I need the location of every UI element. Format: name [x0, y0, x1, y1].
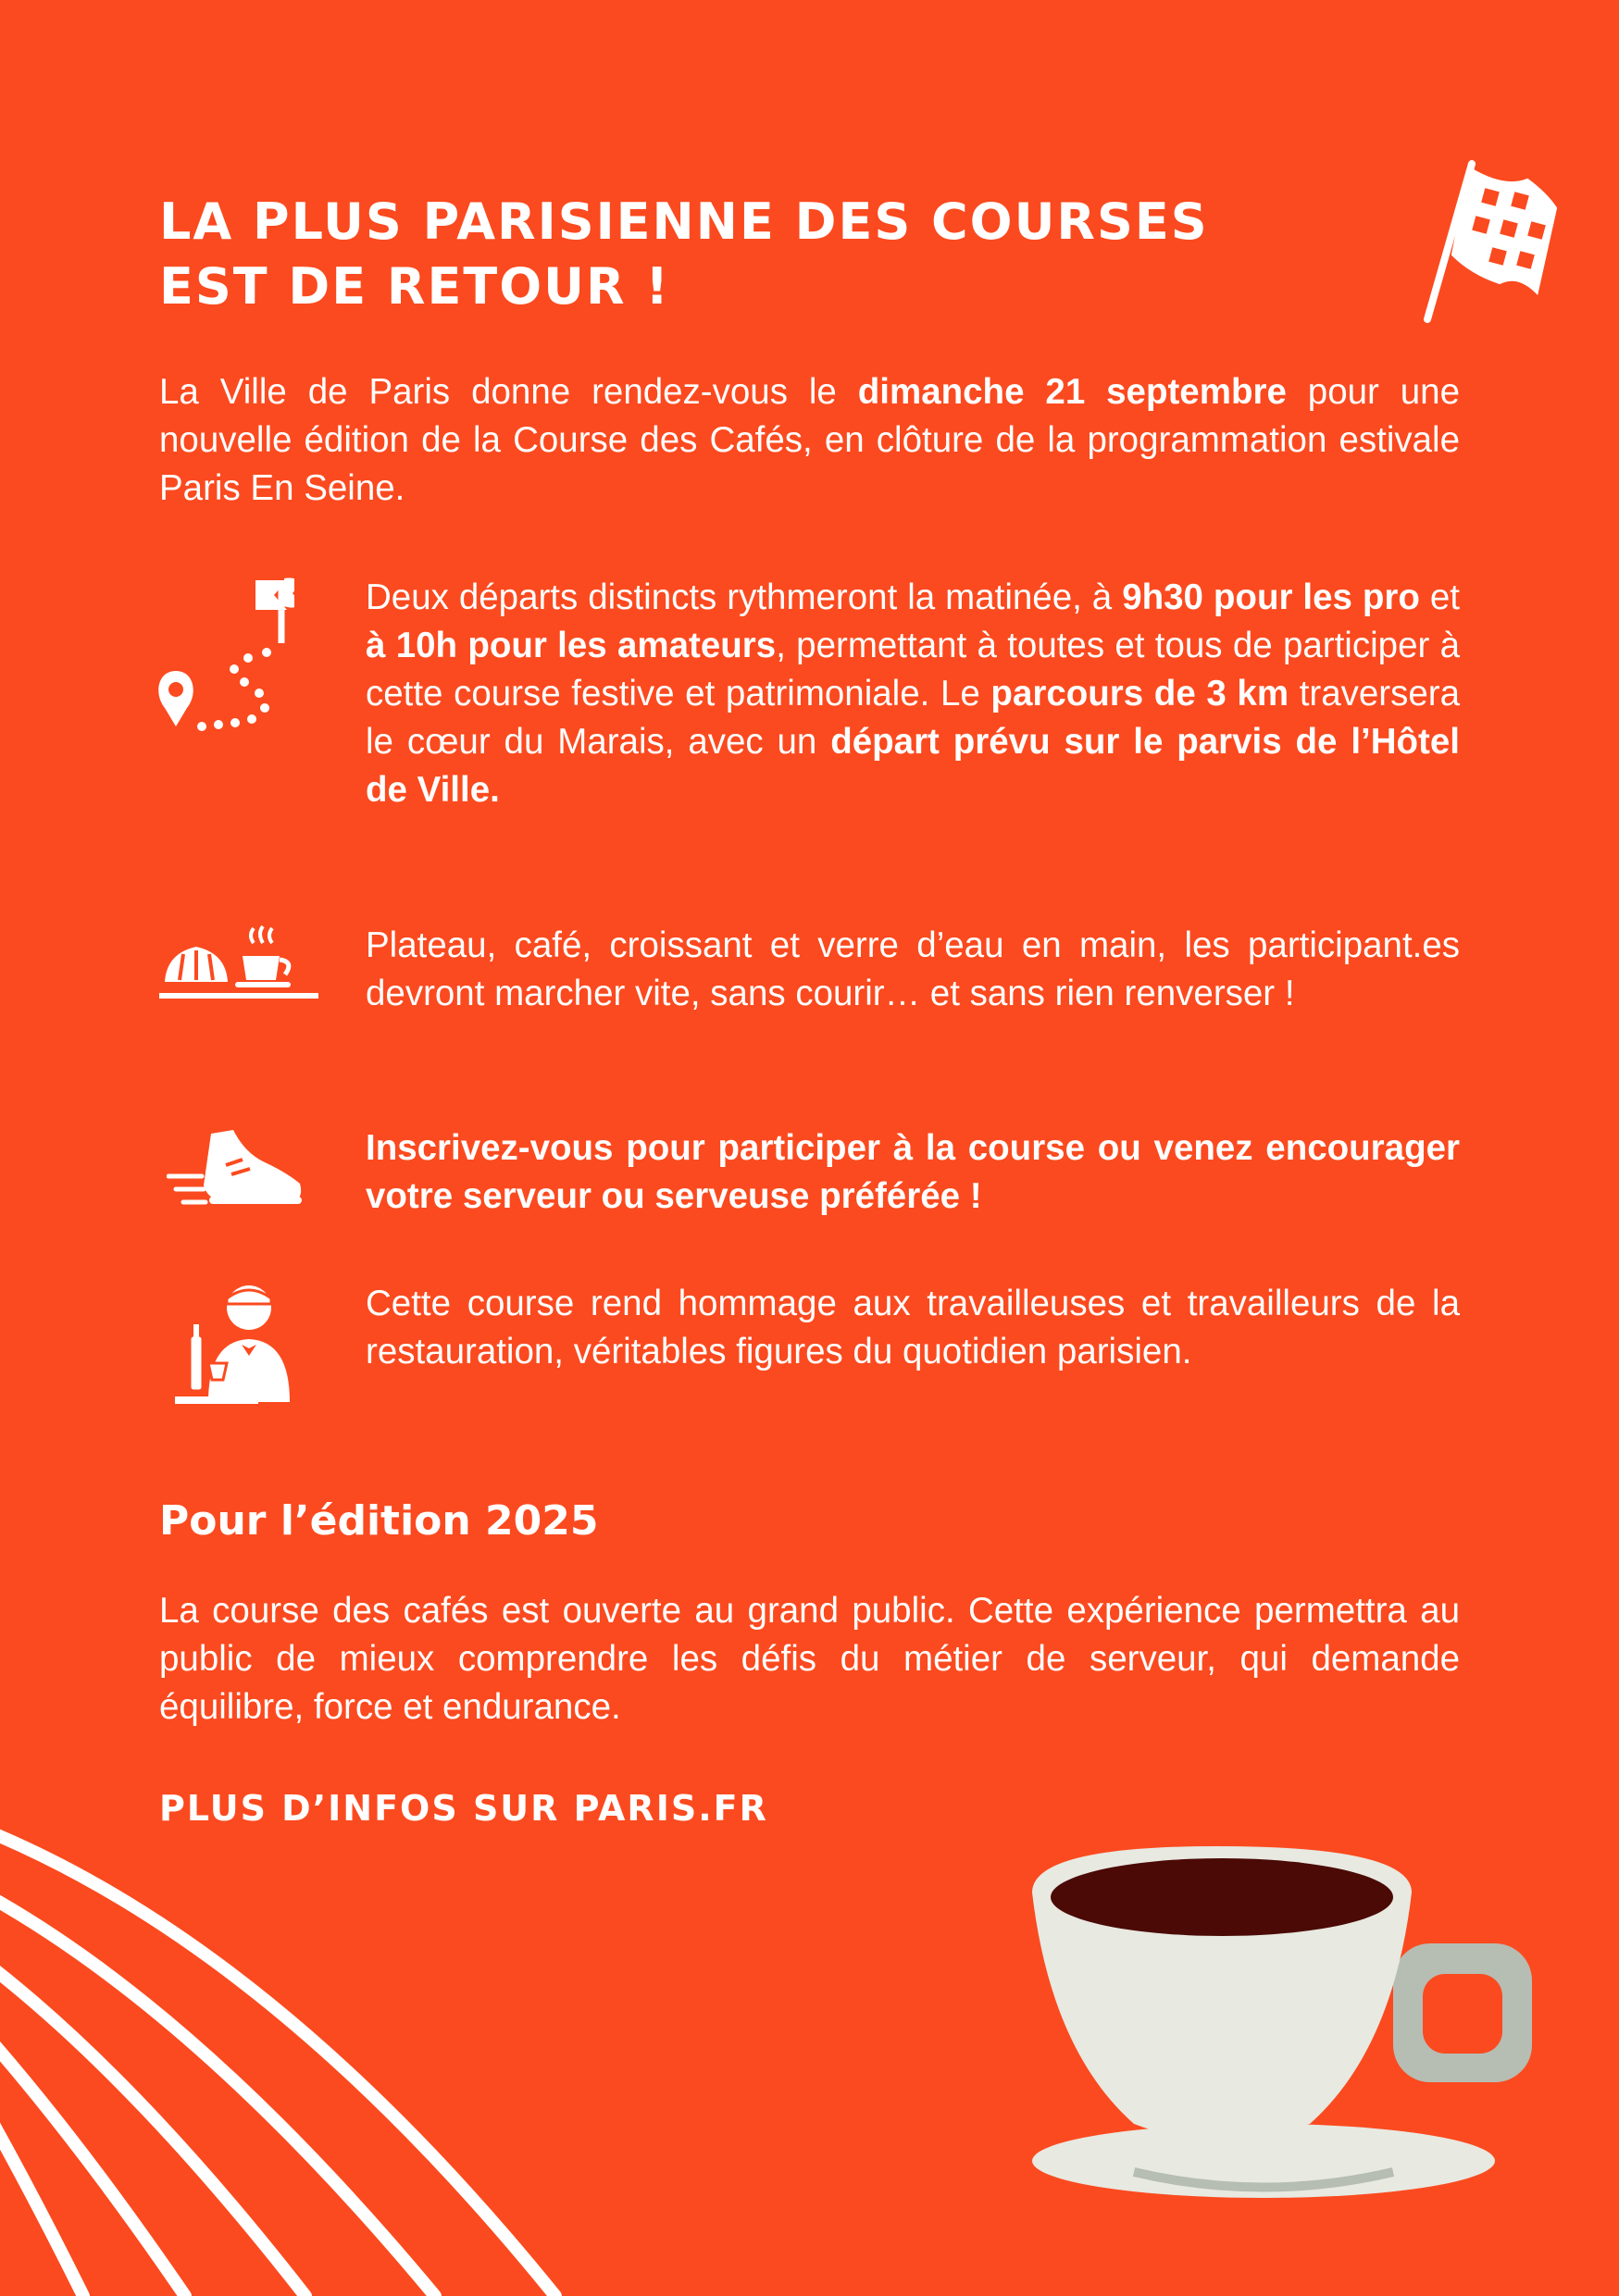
departs-text-4: traversera le cœur du Marais, avec un	[366, 674, 1460, 762]
coffee-cup-illustration	[1014, 1837, 1551, 2207]
route-flag-icon	[156, 569, 294, 740]
page-title	[159, 190, 1437, 319]
departs-time-amateurs: à 10h pour les amateurs	[366, 626, 777, 665]
inscription-text: Inscrivez-vous pour participer à la course ou venez encourager votre serveur ou serveuse préférée !	[366, 1128, 1460, 1216]
croissant-coffee-tray-icon	[157, 921, 319, 1004]
plateau-paragraph	[366, 922, 1460, 1018]
plateau-text: Plateau, café, croissant et verre d’eau en main, les participant.es devront marcher vite, sans courir… et sans rien renverser !	[366, 925, 1460, 1013]
departs-text-1: Deux départs distincts rythmeront la matinée, à	[366, 577, 1123, 617]
departs-paragraph	[366, 574, 1460, 814]
hommage-text: Cette course rend hommage aux travailleuses et travailleurs de la restauration, véritables figures du quotidien parisien.	[366, 1284, 1460, 1371]
departs-text-3: , permettant à toutes et tous de participer à cette course festive et patrimoniale. Le	[366, 626, 1461, 714]
title-line-2: EST DE RETOUR !	[159, 257, 670, 316]
departs-location: départ prévu sur le parvis de l’Hôtel de Ville.	[366, 722, 1460, 810]
track-stripes-decoration	[0, 1814, 648, 2296]
edition-title: Pour l’édition 2025	[159, 1497, 599, 1545]
intro-text-2: pour une nouvelle édition de la Course des Cafés, en clôture de la programmation estivale Paris En Seine.	[159, 372, 1461, 508]
more-info-link[interactable]: PLUS D’INFOS SUR PARIS.FR	[159, 1788, 768, 1829]
title-line-1: LA PLUS PARISIENNE DES COURSES	[159, 192, 1209, 251]
intro-paragraph	[159, 368, 1460, 513]
departs-time-pro: 9h30 pour les pro	[1122, 577, 1420, 617]
running-shoe-icon	[167, 1124, 305, 1217]
hommage-paragraph	[366, 1280, 1460, 1376]
edition-text: La course des cafés est ouverte au grand public. Cette expérience permettra au public de mieux comprendre les défis du métier de serveur, qui demande équilibre, force et endurance.	[159, 1591, 1460, 1727]
intro-text-1: La Ville de Paris donne rendez-vous le	[159, 372, 858, 412]
intro-date: dimanche 21 septembre	[857, 372, 1287, 412]
edition-paragraph	[159, 1587, 1460, 1731]
waiter-icon	[171, 1282, 305, 1416]
departs-text-2: et	[1419, 577, 1460, 617]
departs-distance: parcours de 3 km	[990, 674, 1289, 714]
inscription-paragraph	[366, 1124, 1460, 1221]
checkered-flag-icon	[1416, 153, 1569, 329]
